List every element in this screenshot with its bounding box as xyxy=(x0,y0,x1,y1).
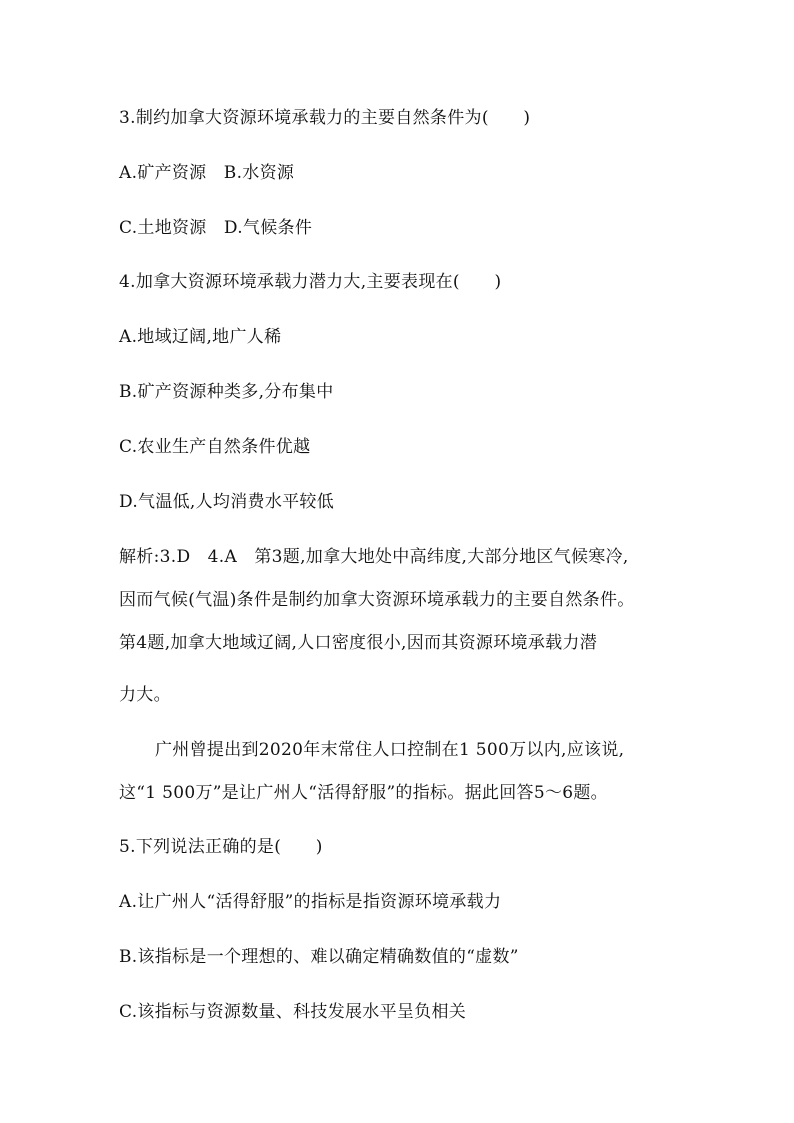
question-3-options-ab: A.矿产资源 B.水资源 xyxy=(119,163,295,183)
passage-line-1: 广州曾提出到2020年末常住人口控制在1 500万以内,应该说, xyxy=(155,740,625,760)
analysis-line-1: 解析:3.D 4.A 第3题,加拿大地处中高纬度,大部分地区气候寒冷, xyxy=(119,547,629,567)
question-4-option-a: A.地域辽阔,地广人稀 xyxy=(119,327,282,347)
analysis-line-3: 第4题,加拿大地域辽阔,人口密度很小,因而其资源环境承载力潜 xyxy=(119,633,598,653)
question-5-option-a: A.让广州人“活得舒服”的指标是指资源环境承载力 xyxy=(119,892,502,912)
question-5-option-c: C.该指标与资源数量、科技发展水平呈负相关 xyxy=(119,1002,467,1022)
question-4-option-d: D.气温低,人均消费水平较低 xyxy=(119,492,335,512)
question-4-option-b: B.矿产资源种类多,分布集中 xyxy=(119,382,334,402)
question-3-stem: 3.制约加拿大资源环境承载力的主要自然条件为( ) xyxy=(119,108,531,128)
question-3-options-cd: C.土地资源 D.气候条件 xyxy=(119,218,313,238)
analysis-line-4: 力大。 xyxy=(119,685,171,705)
passage-line-2: 这“1 500万”是让广州人“活得舒服”的指标。据此回答5～6题。 xyxy=(119,783,608,803)
question-5-option-b: B.该指标是一个理想的、难以确定精确数值的“虚数” xyxy=(119,947,519,967)
question-5-stem: 5.下列说法正确的是( ) xyxy=(119,837,323,857)
analysis-line-2: 因而气候(气温)条件是制约加拿大资源环境承载力的主要自然条件。 xyxy=(119,590,635,610)
question-4-option-c: C.农业生产自然条件优越 xyxy=(119,437,311,457)
question-4-stem: 4.加拿大资源环境承载力潜力大,主要表现在( ) xyxy=(119,272,502,292)
